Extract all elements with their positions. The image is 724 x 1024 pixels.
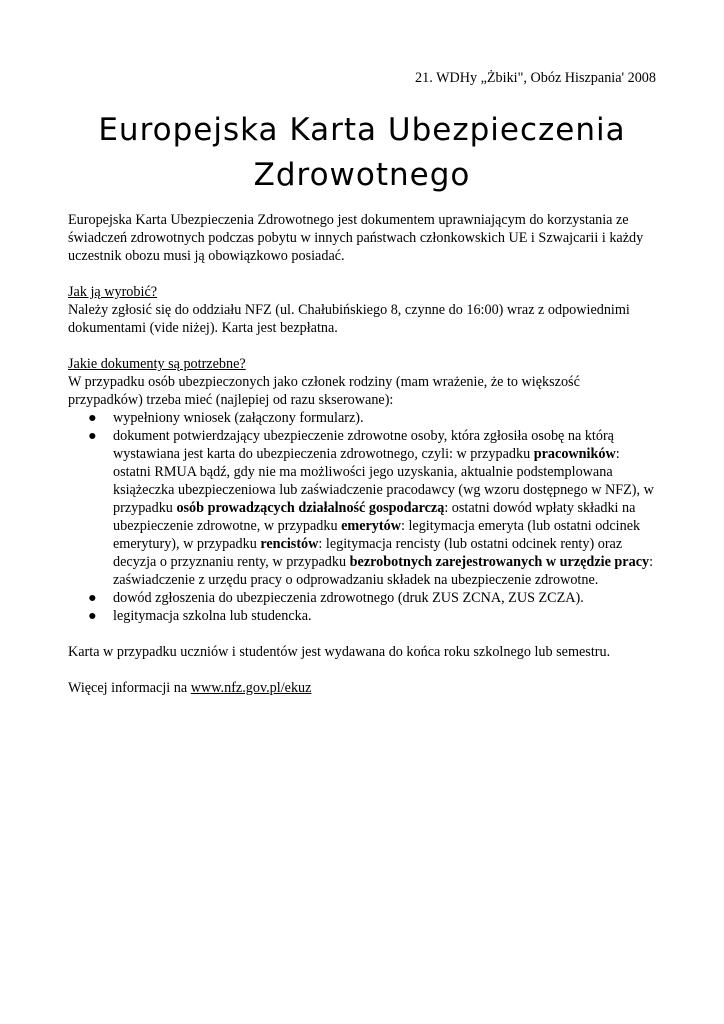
list-item-text: : ostatni dowód wpłaty składki na ubezpieczenie zdrowotne, w przypadku — [113, 500, 636, 534]
list-item — [68, 589, 658, 607]
list-item-text: : legitymacja emeryta (lub ostatni odcinek emerytury), w przypadku — [113, 518, 641, 552]
header-note: 21. WDHy „Żbiki", Obóz Hiszpania' 2008 — [415, 70, 656, 86]
list-item — [68, 607, 658, 625]
document-title — [40, 108, 684, 198]
section-text-documents: W przypadku osób ubezpieczonych jako członek rodziny (mam wrażenie, że to większość przypadków) trzeba mieć (najlepiej od razu skserowane): — [68, 374, 580, 408]
list-item-text: : ostatni RMUA bądź, gdy nie ma możliwości jego uzyskania, aktualnie podstemplowana książeczka ubezpieczeniowa lub zaświadczenie pracodawcy (wg wzoru dostępnego w NFZ), w przypadku — [113, 446, 654, 516]
bold-term: emerytów — [341, 518, 401, 534]
bold-term: osób prowadzących działalność gospodarczą — [176, 500, 445, 516]
bullet-icon: ● — [88, 590, 97, 606]
list-item-text: dowód zgłoszenia do ubezpieczenia zdrowotnego (druk ZUS ZCNA, ZUS ZCZA). — [113, 590, 584, 606]
list-item-text: wypełniony wniosek (załączony formularz). — [113, 410, 364, 426]
title-line-1: Europejska Karta Ubezpieczenia — [98, 112, 626, 148]
list-item — [68, 427, 658, 589]
bullet-icon: ● — [88, 608, 97, 624]
bullet-icon: ● — [88, 428, 97, 444]
list-item — [68, 409, 658, 427]
bullet-icon: ● — [88, 410, 97, 426]
intro-paragraph: Europejska Karta Ubezpieczenia Zdrowotnego jest dokumentem uprawniającym do korzystania ze świadczeń zdrowotnych podczas pobytu w innych państwach członkowskich UE i Szwajcarii i każdy uczestnik obozu musi ją obowiązkowo posiadać. — [68, 212, 644, 264]
bold-term: bezrobotnych zarejestrowanych w urzędzie pracy — [349, 554, 650, 570]
bold-term: pracowników — [533, 446, 616, 462]
list-item-text: legitymacja szkolna lub studencka. — [113, 608, 312, 624]
section-text-how: Należy zgłosić się do oddziału NFZ (ul. Chałubińskiego 8, czynne do 16:00) wraz z odpowiednimi dokumentami (vide niżej). Karta jest bezpłatna. — [68, 302, 630, 336]
bold-term: rencistów — [260, 536, 319, 552]
title-line-2: Zdrowotnego — [253, 157, 471, 193]
more-info-prefix: Więcej informacji na — [68, 680, 191, 696]
nfz-link[interactable]: www.nfz.gov.pl/ekuz — [190, 680, 312, 696]
section-heading-how: Jak ją wyrobić? — [68, 284, 158, 300]
section-heading-documents: Jakie dokumenty są potrzebne? — [68, 356, 246, 372]
list-item-text: dokument potwierdzający ubezpieczenie zdrowotne osoby, która zgłosiła osobę na którą wystawiana jest karta do ubezpieczenia zdrowotnego, czyli: w przypadku — [113, 428, 614, 462]
document-body — [68, 211, 658, 697]
more-info-paragraph — [68, 679, 658, 697]
list-item-text: : legitymacja rencisty (lub ostatni odcinek renty) oraz decyzja o przyznaniu renty, w przypadku — [113, 536, 623, 570]
list-item-text: : zaświadczenie z urzędu pracy o odprowadzaniu składek na ubezpieczenie zdrowotne. — [113, 554, 654, 588]
documents-list — [68, 409, 658, 625]
closing-paragraph: Karta w przypadku uczniów i studentów jest wydawana do końca roku szkolnego lub semestru. — [68, 644, 611, 660]
